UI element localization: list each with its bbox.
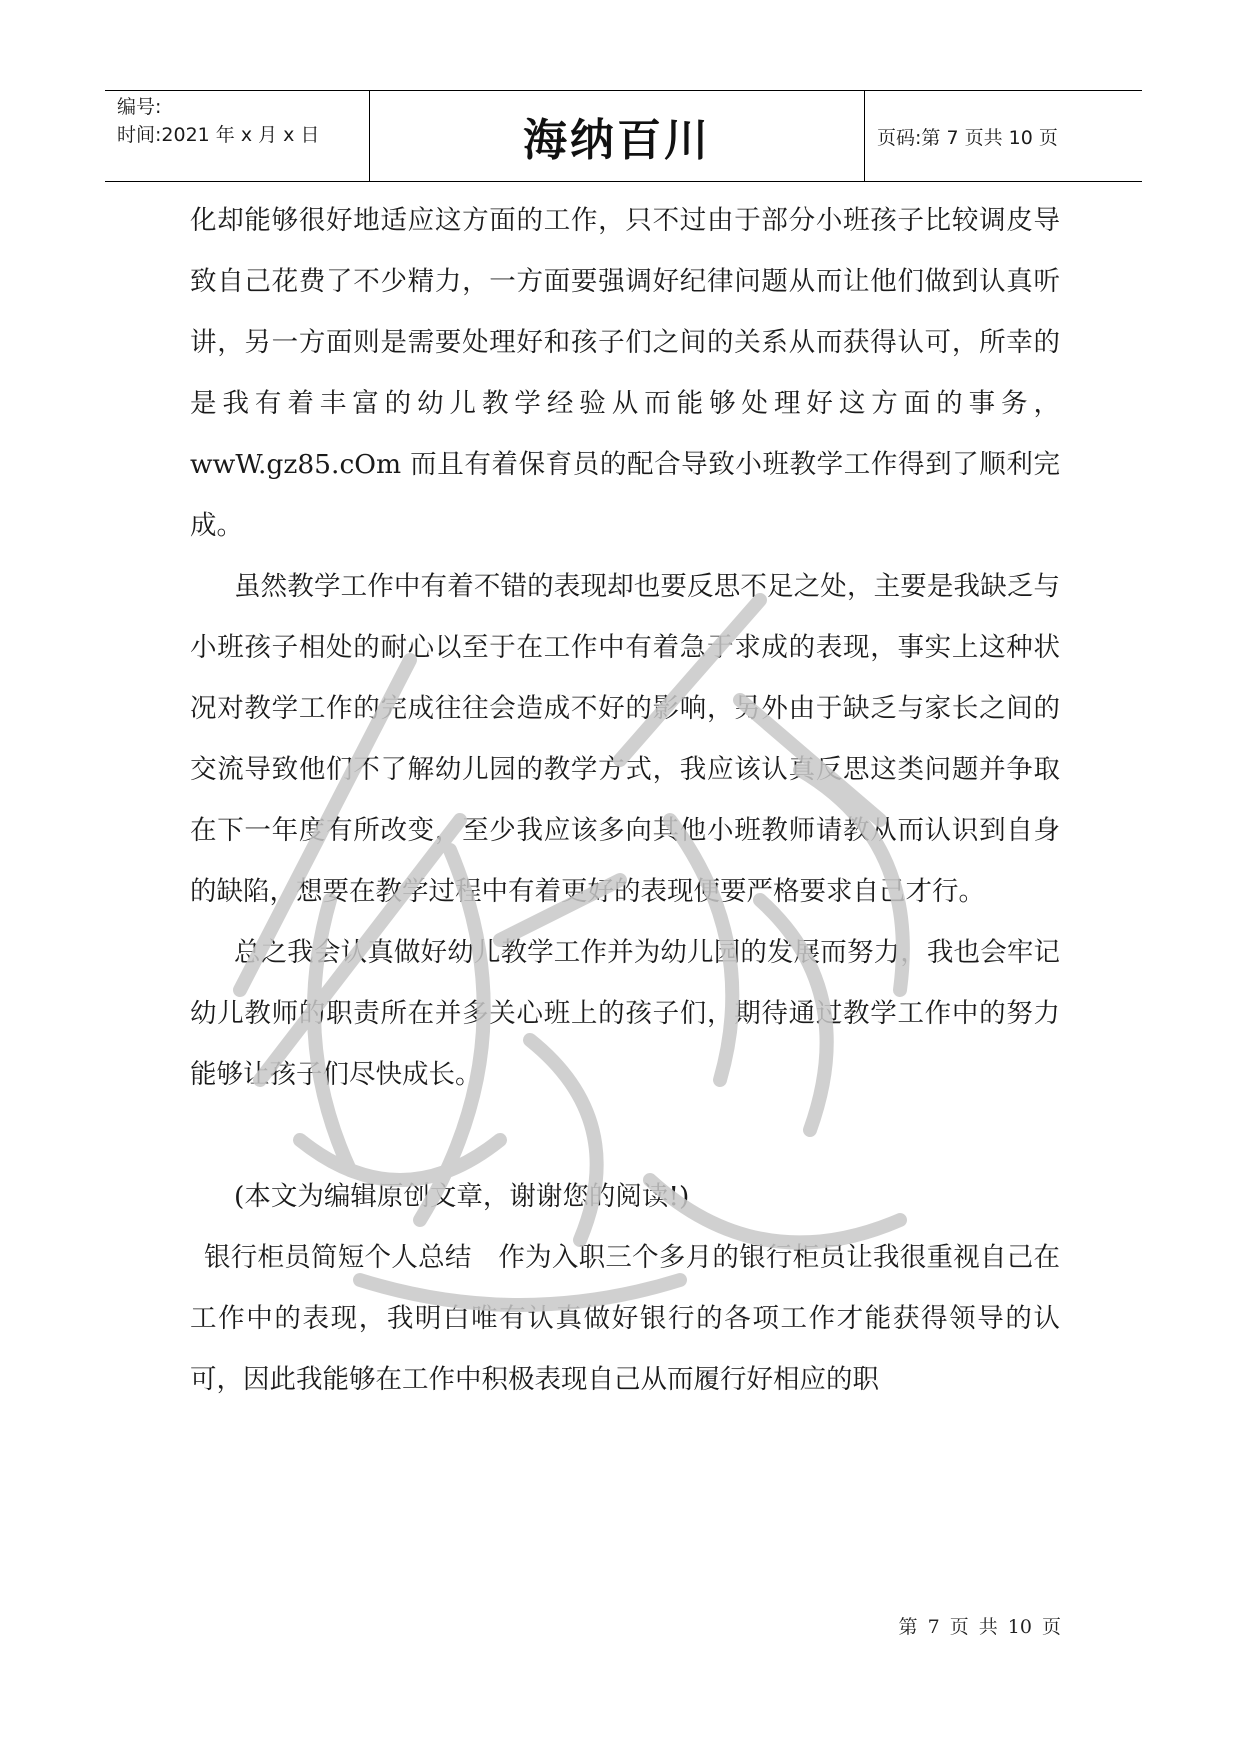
paragraph-2: 虽然教学工作中有着不错的表现却也要反思不足之处，主要是我缺乏与小班孩子相处的耐心以至于在工作中有着急于求成的表现，事实上这种状况对教学工作的完成往往会造成不好的影响，另外由于缺乏与家长之间的交流导致他们不了解幼儿园的教学方式，我应该认真反思这类问题并争取在下一年度有所改变，至少我应该多向其他小班教师请教从而认识到自身的缺陷，想要在教学过程中有着更好的表现便要严格要求自己才行。 xyxy=(190,571,1060,907)
paragraph-1: 化却能够很好地适应这方面的工作，只不过由于部分小班孩子比较调皮导致自己花费了不少精力，一方面要强调好纪律问题从而让他们做到认真听讲，另一方面则是需要处理好和孩子们之间的关系从而获得认可，所幸的是我有着丰富的幼儿教学经验从而能够处理好这方面的事务，wwW.gz85.cOm 而且有着保育员的配合导致小班教学工作得到了顺利完成。 xyxy=(190,205,1060,541)
document-header xyxy=(105,90,1142,182)
paragraph-spacer xyxy=(190,1105,1060,1166)
header-number-label: 编号: xyxy=(117,96,162,118)
header-brand-cell xyxy=(370,91,865,181)
page-footer: 第 7 页 共 10 页 xyxy=(898,1616,1061,1638)
paragraph-5: 银行柜员简短个人总结 作为入职三个多月的银行柜员让我很重视自己在工作中的表现，我明白唯有认真做好银行的各项工作才能获得领导的认可，因此我能够在工作中积极表现自己从而履行好相应的职 xyxy=(190,1242,1060,1395)
paragraph-note: (本文为编辑原创文章，谢谢您的阅读!) xyxy=(234,1181,690,1212)
header-time-label: 时间:2021 年 x 月 x 日 xyxy=(117,124,320,146)
paragraph-3: 总之我会认真做好幼儿教学工作并为幼儿园的发展而努力，我也会牢记幼儿教师的职责所在并多关心班上的孩子们，期待通过教学工作中的努力能够让孩子们尽快成长。 xyxy=(190,937,1060,1090)
header-page-cell xyxy=(865,91,1142,181)
header-meta-cell xyxy=(105,91,370,181)
header-page-label: 页码:第 7 页共 10 页 xyxy=(877,126,1058,149)
document-body xyxy=(190,190,1060,1410)
brand-title: 海纳百川 xyxy=(523,115,711,166)
